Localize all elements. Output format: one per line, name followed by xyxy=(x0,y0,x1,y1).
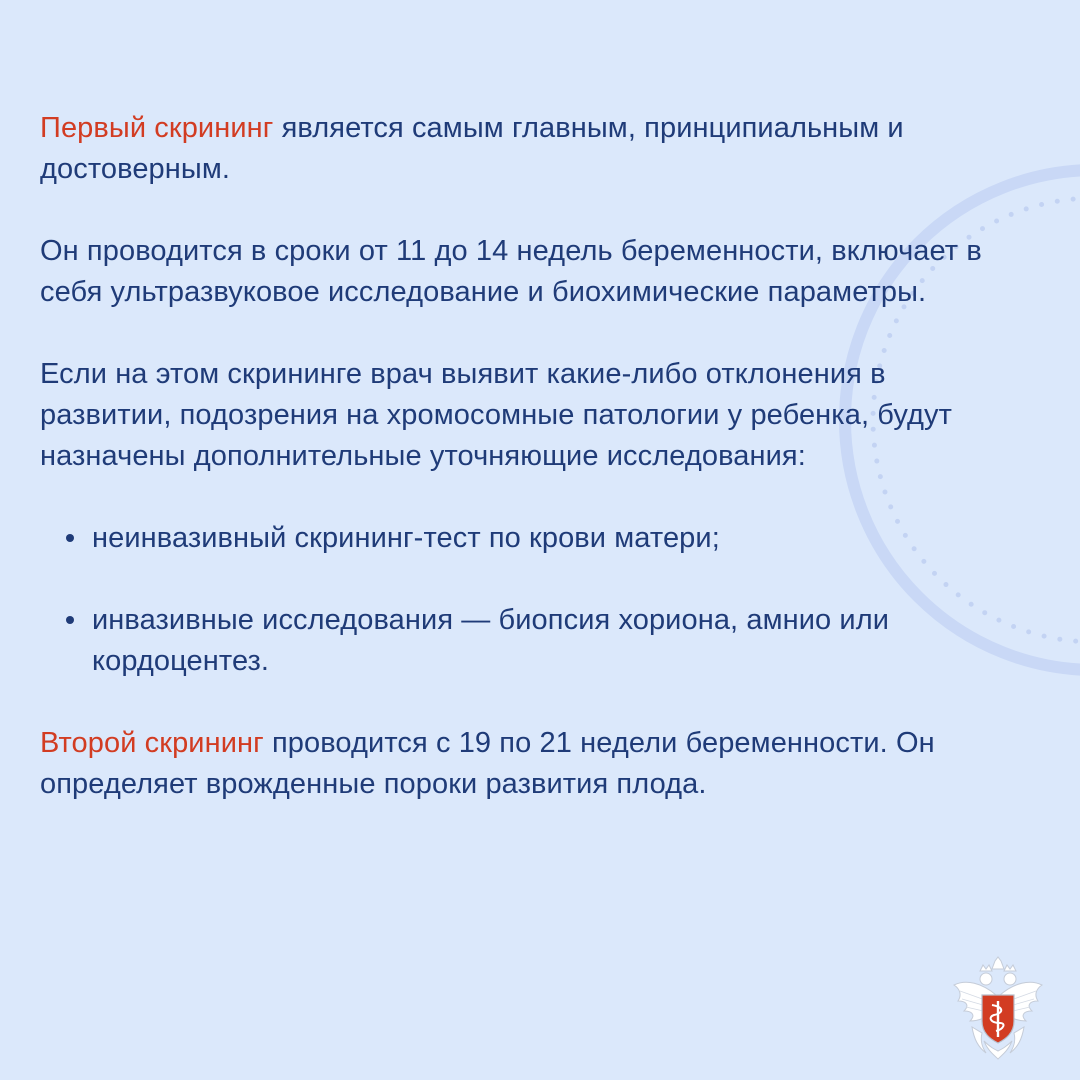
paragraph-second-screening xyxy=(40,723,1000,805)
bullet-icon xyxy=(66,534,74,542)
research-list xyxy=(40,518,1000,682)
first-screening-text: является самым главным, принципиальным и достоверным. xyxy=(40,112,904,185)
main-content xyxy=(40,108,1000,805)
paragraph-deviations: Если на этом скрининге врач выявит какие-либо отклонения в развитии, подозрения на хромосомные патологии у ребенка, будут назначены дополнительные уточняющие исследования: xyxy=(40,358,952,472)
ministry-of-health-emblem-icon xyxy=(948,955,1048,1067)
second-screening-heading: Второй скрининг xyxy=(40,727,264,759)
second-screening-text: проводится с 19 по 21 недели беременности. Он определяет врожденные пороки развития плода. xyxy=(40,727,935,800)
paragraph-first-screening xyxy=(40,108,1000,190)
bullet-icon xyxy=(66,616,74,624)
list-item-text: неинвазивный скрининг-тест по крови матери; xyxy=(92,522,720,554)
list-item-text: инвазивные исследования — биопсия хориона, амнио или кордоцентез. xyxy=(92,604,890,677)
list-item xyxy=(40,518,1000,559)
list-item xyxy=(40,600,1000,682)
first-screening-heading: Первый скрининг xyxy=(40,112,274,144)
paragraph-timing: Он проводится в сроки от 11 до 14 недель беременности, включает в себя ультразвуковое исследование и биохимические параметры. xyxy=(40,235,982,308)
